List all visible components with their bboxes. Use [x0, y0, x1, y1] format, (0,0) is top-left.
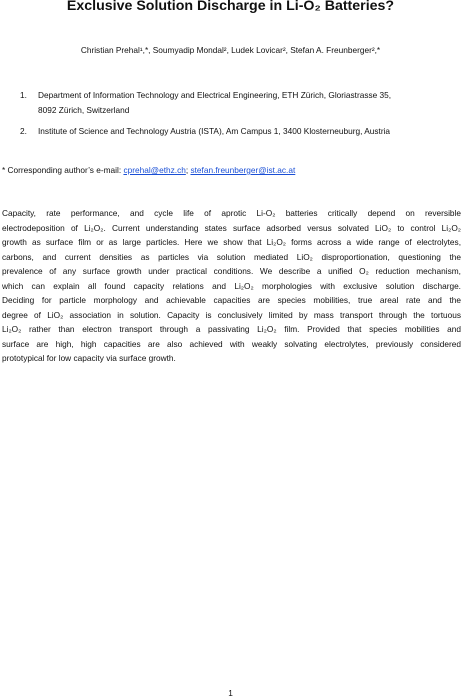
abstract-line: which can explain all found capacity relations and Li₂O₂ morphologies with exclusive solution discharge.	[2, 280, 461, 291]
abstract-line: carbons, and current densities as particles via solution mediated LiO₂ disproportionation, questioning the	[2, 251, 461, 262]
affiliation-line: Institute of Science and Technology Austria (ISTA), Am Campus 1, 3400 Klosterneuburg, Austria	[38, 126, 391, 136]
affiliation-number: 1.	[20, 90, 27, 100]
email-link-freunberger[interactable]: stefan.freunberger@ist.ac.at	[190, 165, 296, 175]
abstract	[2, 206, 461, 366]
abstract-line: prototypical for low capacity via surface growth.	[2, 353, 176, 364]
affiliation-line: 8092 Zürich, Switzerland	[38, 105, 130, 115]
email-link-prehal[interactable]: cprehal@ethz.ch	[123, 165, 186, 175]
paper-title: Exclusive Solution Discharge in Li-O₂ Batteries?	[66, 0, 395, 14]
page-number: 1	[228, 688, 233, 698]
abstract-line: Deciding for particle morphology and achievable capacities are species mobilities, true areal rate and the	[2, 295, 461, 306]
affiliation-line: Department of Information Technology and Electrical Engineering, ETH Zürich, Gloriastrasse 35,	[38, 90, 392, 100]
abstract-line: degree of LiO₂ association in solution. Capacity is conclusively limited by mass transport through the tortuous	[2, 309, 461, 320]
corresponding-prefix: * Corresponding author’s e-mail:	[2, 165, 124, 175]
abstract-line: electrodeposition of Li₂O₂. Current understanding states surface adsorbed versus solvated LiO₂ to control Li₂O₂	[2, 222, 461, 233]
affiliation-list	[20, 88, 440, 145]
affiliation-number: 2.	[20, 126, 27, 136]
abstract-line: Li₂O₂ rather than electron transport through a passivating Li₂O₂ film. Provided that species mobilities and	[2, 324, 461, 335]
corresponding-author-note	[2, 165, 442, 176]
author-list: Christian Prehal¹,*, Soumyadip Mondal², Ludek Lovicar², Stefan A. Freunberger²,*	[80, 45, 381, 55]
abstract-line: surface are high, high capacities are also achieved with weakly solvating electrolytes, previously considered	[2, 338, 461, 349]
affiliation-item	[20, 88, 440, 118]
email-separator: ;	[185, 165, 191, 175]
abstract-line: prevalence of any surface growth under practical conditions. We describe a unified O₂ reduction mechanism,	[2, 266, 461, 277]
abstract-line: Capacity, rate performance, and cycle life of aprotic Li-O₂ batteries critically depend on reversible	[2, 208, 461, 218]
abstract-line: growth as surface film or as large particles. Here we show that Li₂O₂ forms across a wide range of electrolytes,	[2, 237, 461, 248]
affiliation-item	[20, 124, 440, 139]
